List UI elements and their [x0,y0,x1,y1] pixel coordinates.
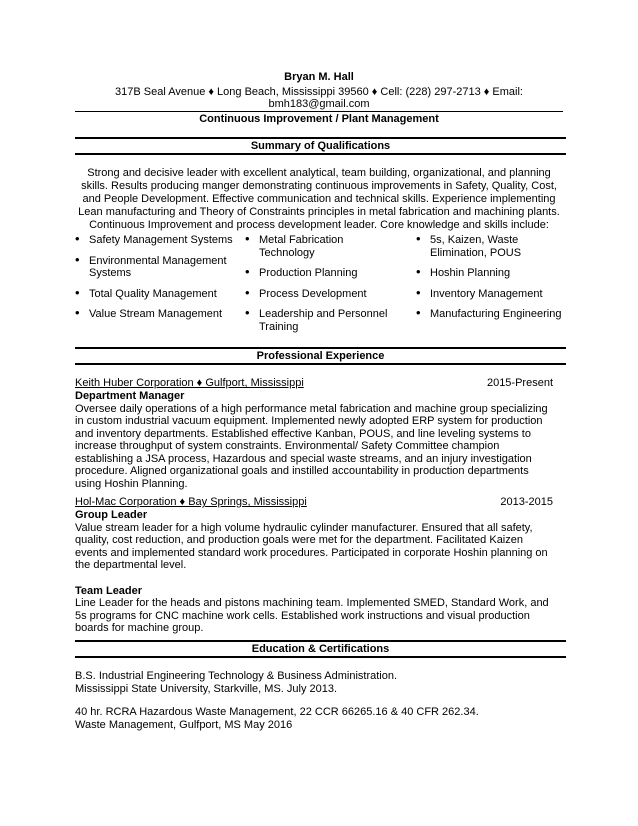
bullet-icon: • [245,284,250,300]
job-entry [75,377,553,490]
job-company: Keith Huber Corporation ♦ Gulfport, Mississippi [75,377,304,389]
bullet-icon: • [75,305,80,320]
candidate-name: Bryan M. Hall [284,71,354,83]
list-item: • Total Quality Management [75,284,217,300]
list-item: • Safety Management Systems [75,231,233,246]
list-item: • Environmental Management Systems [75,251,227,279]
job-title: Department Manager [75,390,185,402]
list-item: • 5s, Kaizen, Waste Elimination, POUS [416,231,522,259]
education-heading: Education & Certifications [75,640,566,658]
experience-heading: Professional Experience [75,347,566,365]
certification-entry [75,706,565,732]
bullet-icon: • [75,284,80,300]
education-line: Mississippi State University, Starkville, MS. July 2013. [75,683,338,695]
list-item: • Value Stream Management [75,305,223,320]
list-item: • Production Planning [245,264,358,279]
summary-heading: Summary of Qualifications [75,137,566,155]
job-title: Group Leader [75,509,148,521]
job-header [75,496,553,509]
bullet-icon: • [75,231,80,246]
skills-column-3 [416,231,566,329]
contact-line: 317B Seal Avenue ♦ Long Beach, Mississippi 39560 ♦ Cell: (228) 297-2713 ♦ Email: bmh183@gmail.com [75,86,563,112]
job-entry [75,496,553,635]
objective-title: Continuous Improvement / Plant Management [199,113,439,125]
job-description: Line Leader for the heads and pistons machining team. Implemented SMED, Standard Work, and 5s programs for CNC machine work cells. Established work instructions and visual production boards for machine group. [75,597,549,634]
list-item: • Inventory Management [416,284,543,300]
bullet-icon: • [245,231,250,246]
bullet-icon: • [75,251,80,267]
skills-column-2 [245,231,395,341]
job-company: Hol-Mac Corporation ♦ Bay Springs, Mississippi [75,496,307,508]
job-description: Oversee daily operations of a high performance metal fabrication and machine group specializing in custom industrial vacuum equipment. Implemented newly adopted ERP system for production and inventory departments. Established effective Kanban, POUS, and line leveling systems to increase throughput of system constraints. Environmental/ Safety Committee champion establishing a JSA process, Hazardous and special waste streams, and an injury investigation procedure. Aligned organizational goals and instilled accountability in production departments using Hoshin Planning. [75,402,548,490]
bullet-icon: • [416,284,421,300]
bullet-icon: • [245,305,250,320]
certification-line: 40 hr. RCRA Hazardous Waste Management, 22 CCR 66265.16 & 40 CFR 262.34. [75,706,479,718]
bullet-icon: • [416,231,421,246]
education-line: B.S. Industrial Engineering Technology & Business Administration. [75,670,398,682]
job-dates: 2013-2015 [500,496,553,508]
education-entry [75,670,565,696]
job-description: Value stream leader for a high volume hydraulic cylinder manufacturer. Ensured that all safety, quality, cost reduction, and production goals were met for the department. Facilitated Kaizen events and implemented standard work procedures. Participated in corporate Hoshin planning on the departmental level. [75,521,548,571]
bullet-icon: • [245,264,250,279]
bullet-icon: • [416,264,421,279]
job-title: Team Leader [75,584,143,597]
summary-text: Strong and decisive leader with excellent analytical, team building, organizational, and planning skills. Results producing manger demonstrating continuous improvements in Safety, Quality, Cost, and People Development. Effective communication and technical skills. Experience implementing Lean manufacturing and Theory of Constraints principles in metal fabrication and machining plants. Continuous Improvement and process development leader. Core knowledge and skills include: [78,167,560,231]
list-item: • Hoshin Planning [416,264,511,279]
job-header [75,377,553,390]
job-dates: 2015-Present [486,377,553,389]
bullet-icon: • [416,305,421,320]
list-item: • Leadership and Personnel Training [245,305,388,333]
list-item: • Process Development [245,284,367,300]
list-item: • Manufacturing Engineering [416,305,562,320]
skills-column-1 [75,231,235,329]
list-item: • Metal Fabrication Technology [245,231,344,259]
certification-line: Waste Management, Gulfport, MS May 2016 [75,719,293,731]
